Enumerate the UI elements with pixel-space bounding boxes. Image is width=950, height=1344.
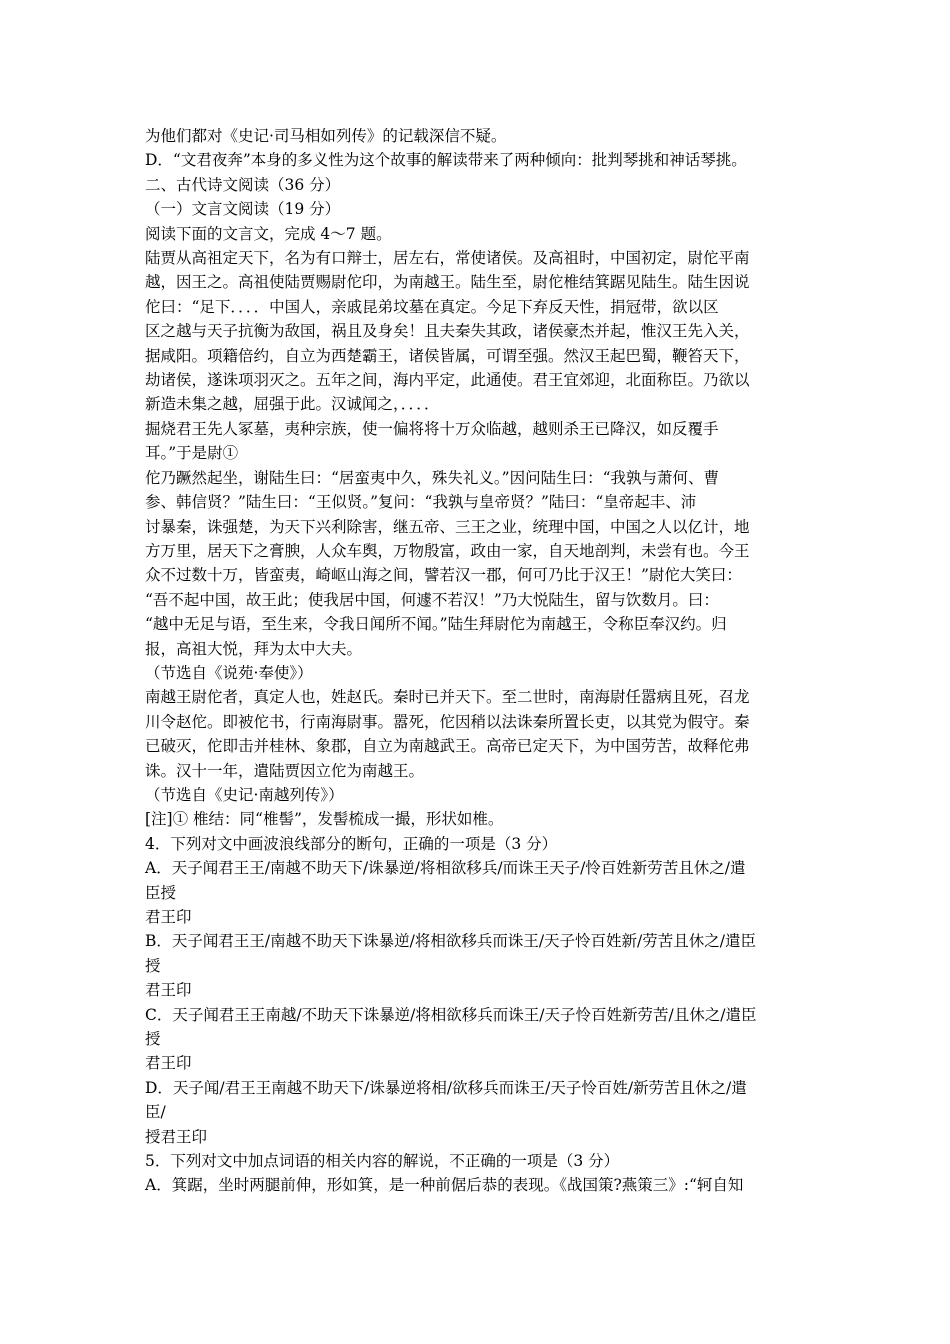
section-heading: 二、古代诗文阅读（36 分） bbox=[145, 175, 341, 194]
passage-line: 区之越与天子抗衡为敌国，祸且及身矣！且夫秦失其政，诸侯豪杰并起，惟汉王先入关， bbox=[145, 322, 750, 341]
option-b-line: 君王印 bbox=[145, 981, 192, 1000]
option-d-line: 授君王印 bbox=[145, 1127, 208, 1146]
option-b-line: 授 bbox=[145, 956, 161, 975]
passage-line: 川令赵佗。即被佗书，行南海尉事。嚣死，佗因稍以法诛秦所置长吏，以其党为假守。秦 bbox=[145, 712, 750, 731]
option-a-line: 臣授 bbox=[145, 883, 177, 902]
document-page bbox=[145, 124, 810, 1198]
passage-line: 越，因王之。高祖使陆贾赐尉佗印，为南越王。陆生至，尉佗椎结箕踞见陆生。陆生因说 bbox=[145, 273, 750, 292]
subsection-heading: （一）文言文阅读（19 分） bbox=[145, 200, 341, 219]
passage-line: 众不过数十万，皆蛮夷，崎岖山海之间，譬若汉一郡，何可乃比于汉王！”尉佗大笑曰： bbox=[145, 566, 742, 585]
passage-line: 佗曰：“足下．．．．中国人，亲戚昆弟坟墓在真定。今足下弃反天性，捐冠带，欲以区 bbox=[145, 297, 719, 316]
option-c-line: 君王印 bbox=[145, 1054, 192, 1073]
option-d-line: D．天子闻/君王王南越不助天下/诛暴逆将相/欲移兵而诛王/天子怜百姓/新劳苦且休之/遣 bbox=[145, 1078, 747, 1097]
option-c-line: C．天子闻君王王南越/不助天下诛暴逆/将相欲移兵而诛王/天子怜百姓新劳苦/且休之/遣臣 bbox=[145, 1005, 757, 1024]
option-c-line: 授 bbox=[145, 1030, 161, 1049]
passage-line: 据咸阳。项籍倍约，自立为西楚霸王，诸侯皆属，可谓至强。然汉王起巴蜀，鞭笞天下， bbox=[145, 346, 750, 365]
option-a-line: A．天子闻君王王/南越不助天下/诛暴逆/将相欲移兵/而诛王天子/怜百姓新劳苦且休之/遣 bbox=[145, 859, 746, 878]
passage-line: 耳。”于是尉① bbox=[145, 444, 239, 463]
passage-line: 佗乃蹶然起坐，谢陆生曰：“居蛮夷中久，殊失礼义。”因问陆生曰：“我孰与萧何、曹 bbox=[145, 468, 720, 487]
passage-line: 劫诸侯，遂诛项羽灭之。五年之间，海内平定，此通使。君王宜郊迎，北面称臣。乃欲以 bbox=[145, 371, 750, 390]
option-d-line: D．“文君夜奔”本身的多义性为这个故事的解读带来了两种倾向：批判琴挑和神话琴挑。 bbox=[145, 151, 747, 170]
instruction-line: 阅读下面的文言文，完成 4～7 题。 bbox=[145, 224, 392, 243]
passage-line: 新造未集之越，屈强于此。汉诚闻之，．．．． bbox=[145, 395, 440, 414]
text-line: 为他们都对《史记·司马相如列传》的记载深信不疑。 bbox=[145, 127, 507, 145]
footnote: [注]① 椎结：同“椎髻”，发髻梳成一撮，形状如椎。 bbox=[145, 810, 504, 829]
question-4: 4．下列对文中画波浪线部分的断句，正确的一项是（3 分） bbox=[145, 834, 558, 853]
passage-line: 诛。汉十一年，遣陆贾因立佗为南越王。 bbox=[145, 761, 425, 780]
option-a-line: A．箕踞，坐时两腿前伸，形如箕，是一种前倨后恭的表现。《战国策?燕策三》:“轲自知 bbox=[145, 1176, 744, 1195]
source-citation: （节选自《说苑·奉使》） bbox=[145, 663, 313, 682]
source-citation: （节选自《史记·南越列传》） bbox=[145, 785, 344, 804]
passage-line: 掘烧君王先人冢墓，夷种宗族，使一偏将将十万众临越，越则杀王已降汉，如反覆手 bbox=[145, 419, 719, 438]
passage-line: “越中无足与语，至生来，令我日闻所不闻。”陆生拜尉佗为南越王，令称臣奉汉约。归 bbox=[145, 615, 727, 634]
passage-line: 报，高祖大悦，拜为太中大夫。 bbox=[145, 639, 363, 658]
passage-line: 已破灭，佗即击并桂林、象郡，自立为南越武王。高帝已定天下，为中国劳苦，故释佗弗 bbox=[145, 737, 750, 756]
option-b-line: B．天子闻君王王/南越不助天下诛暴逆/将相欲移兵而诛王/天子怜百姓新/劳苦且休之/遣臣 bbox=[145, 932, 757, 951]
passage-line: 方万里，居天下之膏腴，人众车舆，万物殷富，政由一家，自天地剖判，未尝有也。今王 bbox=[145, 541, 750, 560]
question-5: 5．下列对文中加点词语的相关内容的解说，不正确的一项是（3 分） bbox=[145, 1152, 620, 1171]
passage-line: 参、韩信贤？”陆生曰：“王似贤。”复问：“我孰与皇帝贤？”陆曰：“皇帝起丰、沛 bbox=[145, 493, 697, 512]
passage-line: 南越王尉佗者，真定人也，姓赵氏。秦时已并天下。至二世时，南海尉任嚣病且死，召龙 bbox=[145, 688, 750, 707]
option-a-line: 君王印 bbox=[145, 908, 192, 926]
passage-line: 讨暴秦，诛强楚，为天下兴利除害，继五帝、三王之业，统理中国，中国之人以亿计，地 bbox=[145, 517, 750, 536]
option-d-line: 臣/ bbox=[145, 1103, 166, 1122]
passage-line: 陆贾从高祖定天下，名为有口辩士，居左右，常使诸侯。及高祖时，中国初定，尉佗平南 bbox=[145, 249, 750, 268]
passage-line: “吾不起中国，故王此；使我居中国，何遽不若汉！”乃大悦陆生，留与饮数月。曰： bbox=[145, 590, 719, 609]
